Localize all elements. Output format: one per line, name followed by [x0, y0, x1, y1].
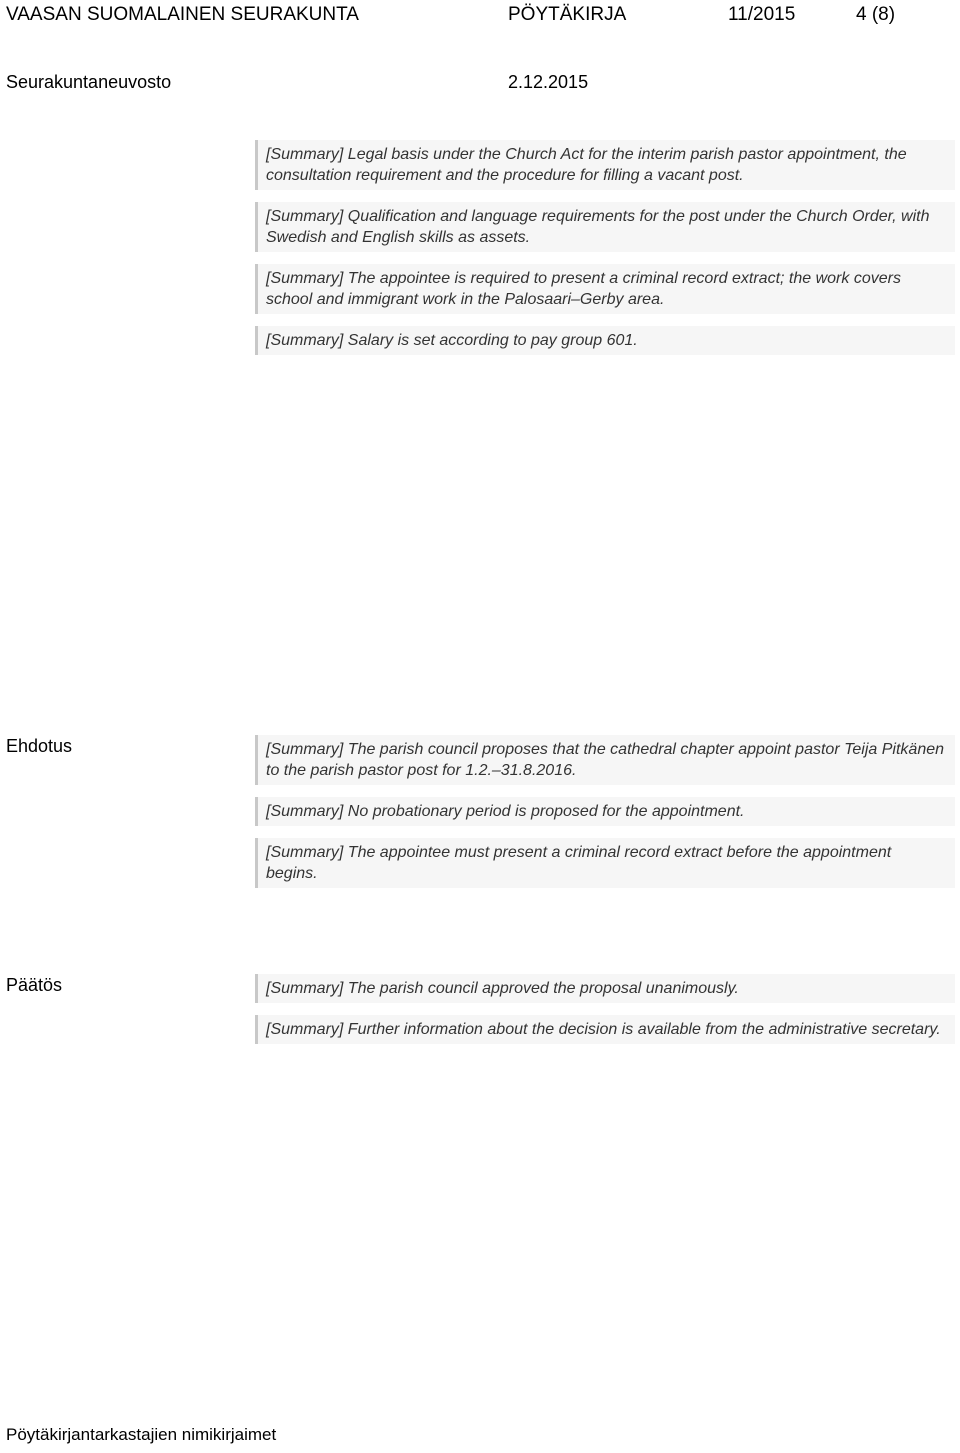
paragraph-probation: [Summary] No probationary period is proposed for the appointment.	[255, 797, 955, 826]
paragraph-decision: [Summary] The parish council approved the proposal unanimously.	[255, 974, 955, 1003]
minutes-number: 11/2015	[728, 4, 796, 25]
page-number: 4 (8)	[856, 4, 896, 25]
background-section	[255, 140, 955, 367]
document-type: PÖYTÄKIRJA	[508, 4, 627, 25]
organization-name: VAASAN SUOMALAINEN SEURAKUNTA	[6, 4, 359, 25]
proposal-label: Ehdotus	[6, 736, 73, 756]
governing-body: Seurakuntaneuvosto	[6, 72, 172, 92]
paragraph-criminal-record: [Summary] The appointee is required to present a criminal record extract; the work covers school and immigrant work in the Palosaari–Gerby area.	[255, 264, 955, 314]
proposal-section	[255, 735, 955, 900]
paragraph-qualifications: [Summary] Qualification and language requirements for the post under the Church Order, with Swedish and English skills as assets.	[255, 202, 955, 252]
paragraph-proposal: [Summary] The parish council proposes that the cathedral chapter appoint pastor Teija Pitkänen to the parish pastor post for 1.2.–31.8.2016.	[255, 735, 955, 785]
footer-initials-label: Pöytäkirjantarkastajien nimikirjaimet	[6, 1425, 277, 1444]
decision-section	[255, 974, 955, 1056]
paragraph-contact: [Summary] Further information about the decision is available from the administrative secretary.	[255, 1015, 955, 1044]
decision-label: Päätös	[6, 975, 63, 995]
paragraph-legal-basis: [Summary] Legal basis under the Church Act for the interim parish pastor appointment, the consultation requirement and the procedure for filling a vacant post.	[255, 140, 955, 190]
meeting-date: 2.12.2015	[508, 72, 589, 92]
paragraph-record-requirement: [Summary] The appointee must present a criminal record extract before the appointment begins.	[255, 838, 955, 888]
paragraph-salary: [Summary] Salary is set according to pay group 601.	[255, 326, 955, 355]
